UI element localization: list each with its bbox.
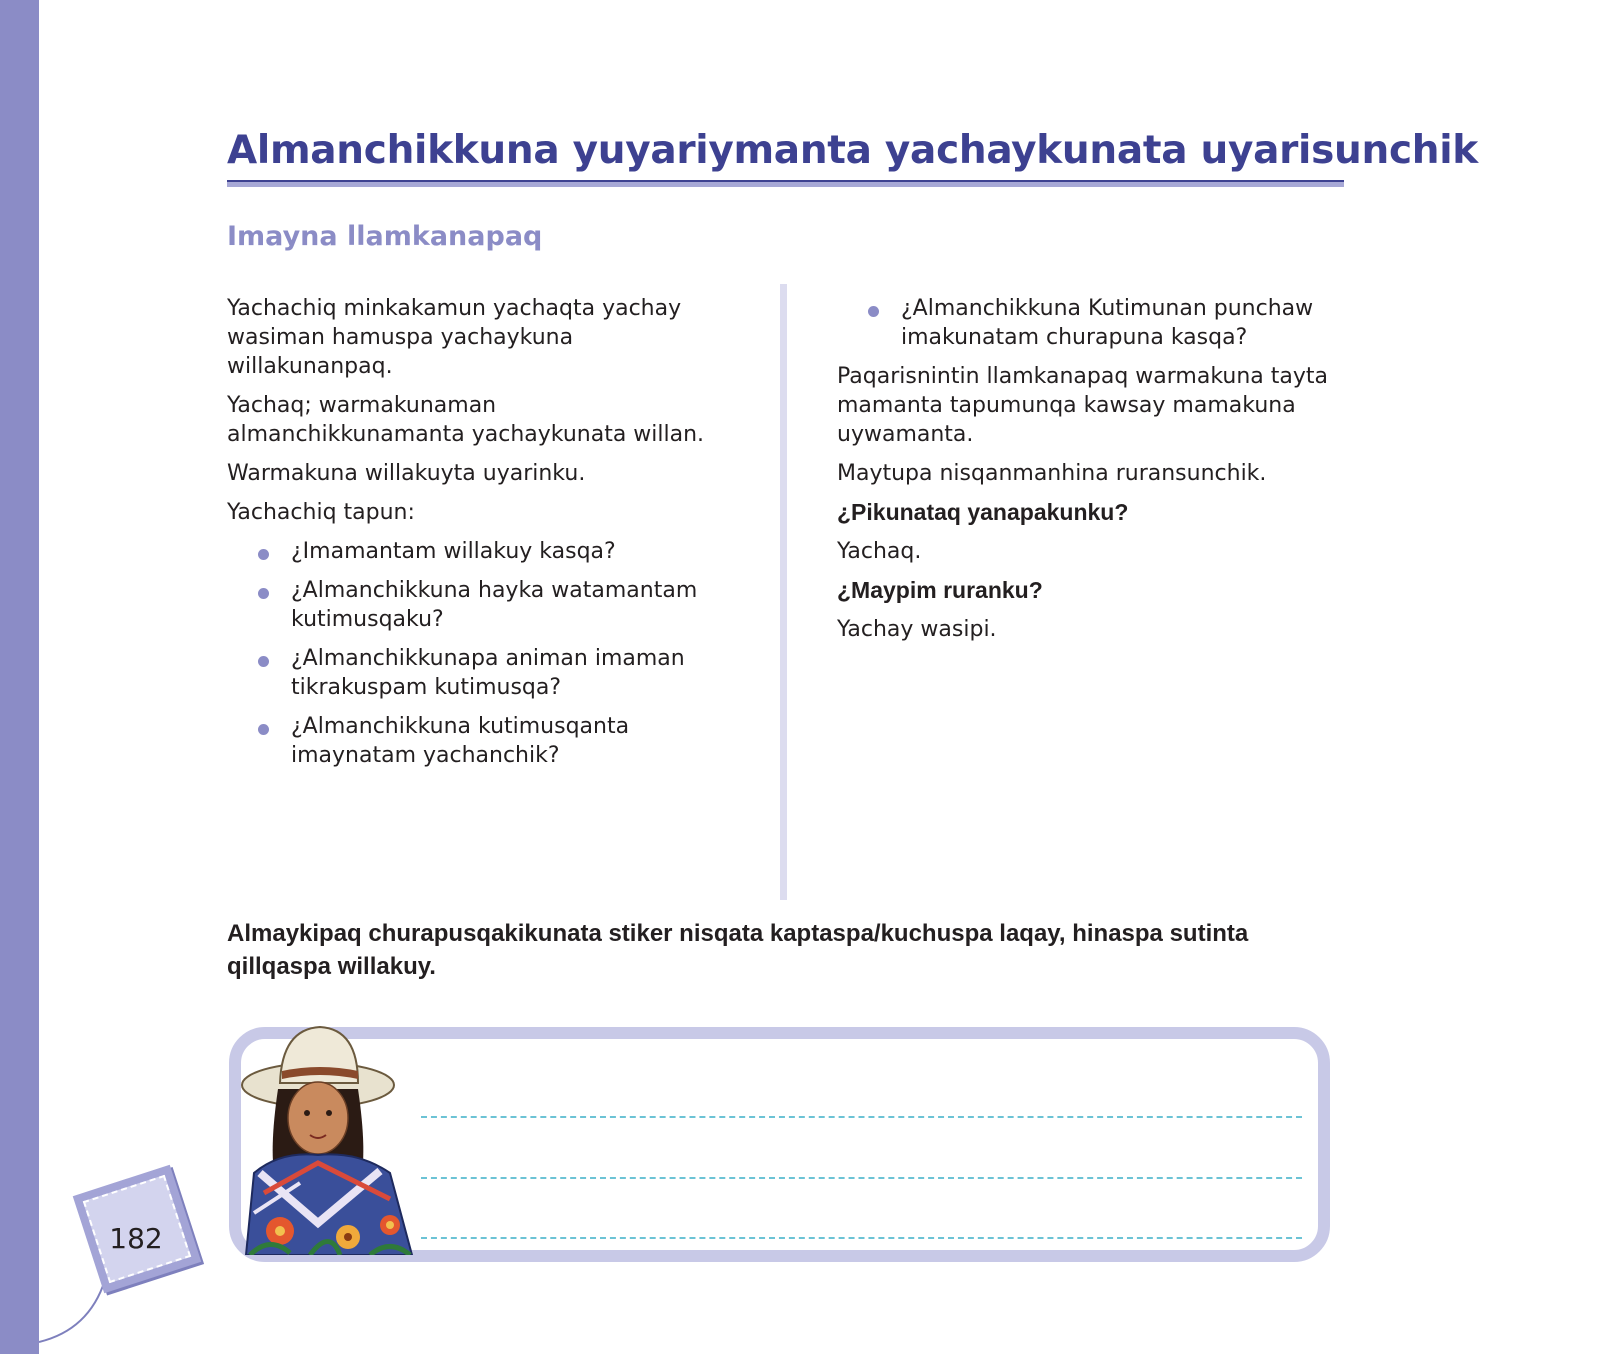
paragraph: Yachaq; warmakunaman almanchikkunamanta yachaykunata willan. <box>227 393 705 447</box>
bullet-dot-icon <box>868 306 879 317</box>
bullet-dot-icon <box>258 549 269 560</box>
bullet-dot-icon <box>258 588 269 599</box>
section-subtitle: Imayna llamkanapaq <box>227 221 543 252</box>
activity-instruction: Almaykipaq churapusqakikunata stiker nisqata kaptaspa/kuchuspa laqay, hinaspa sutinta qillqaspa willakuy. <box>227 920 1249 980</box>
list-item-text: ¿Almanchikkuna Kutimunan punchaw imakunatam churapuna kasqa? <box>901 296 1314 350</box>
paragraph: Maytupa nisqanmanhina ruransunchik. <box>837 461 1267 486</box>
right-column <box>837 294 1357 654</box>
list-item <box>865 294 1357 352</box>
list-item-text: ¿Almanchikkuna kutimusqanta imaynatam yachanchik? <box>291 714 630 768</box>
title-underline <box>227 180 1344 187</box>
question-list <box>865 294 1357 352</box>
question-list <box>227 537 727 770</box>
tag-string <box>39 1280 129 1354</box>
list-item-text: ¿Almanchikkunapa animan imaman tikrakuspam kutimusqa? <box>291 646 685 700</box>
left-column <box>227 294 727 780</box>
side-color-bar <box>0 0 39 1354</box>
paragraph: Yachachiq tapun: <box>227 500 415 525</box>
writing-line[interactable] <box>421 1177 1302 1179</box>
writing-line[interactable] <box>421 1116 1302 1118</box>
page-number: 182 <box>109 1222 163 1255</box>
bullet-dot-icon <box>258 656 269 667</box>
list-item <box>227 644 727 702</box>
writing-line[interactable] <box>421 1237 1302 1239</box>
paragraph: Warmakuna willakuyta uyarinku. <box>227 461 586 486</box>
list-item-text: ¿Imamantam willakuy kasqa? <box>291 539 616 564</box>
question-heading: ¿Maypim ruranku? <box>837 577 1043 603</box>
paragraph: Yachachiq minkakamun yachaqta yachay wasiman hamuspa yachaykuna willakunanpaq. <box>227 296 682 379</box>
list-item-text: ¿Almanchikkuna hayka watamantam kutimusqaku? <box>291 578 698 632</box>
paragraph: Paqarisnintin llamkanapaq warmakuna tayta mamanta tapumunqa kawsay mamakuna uywamanta. <box>837 364 1329 447</box>
list-item <box>227 712 727 770</box>
answer-text: Yachay wasipi. <box>837 617 997 642</box>
answer-text: Yachaq. <box>837 539 922 564</box>
bullet-dot-icon <box>258 724 269 735</box>
page-title: Almanchikkuna yuyariymanta yachaykunata uyarisunchik <box>227 128 1478 173</box>
question-heading: ¿Pikunataq yanapakunku? <box>837 499 1129 525</box>
list-item <box>227 576 727 634</box>
column-divider <box>780 284 787 900</box>
girl-illustration <box>240 1023 430 1255</box>
list-item <box>227 537 727 566</box>
